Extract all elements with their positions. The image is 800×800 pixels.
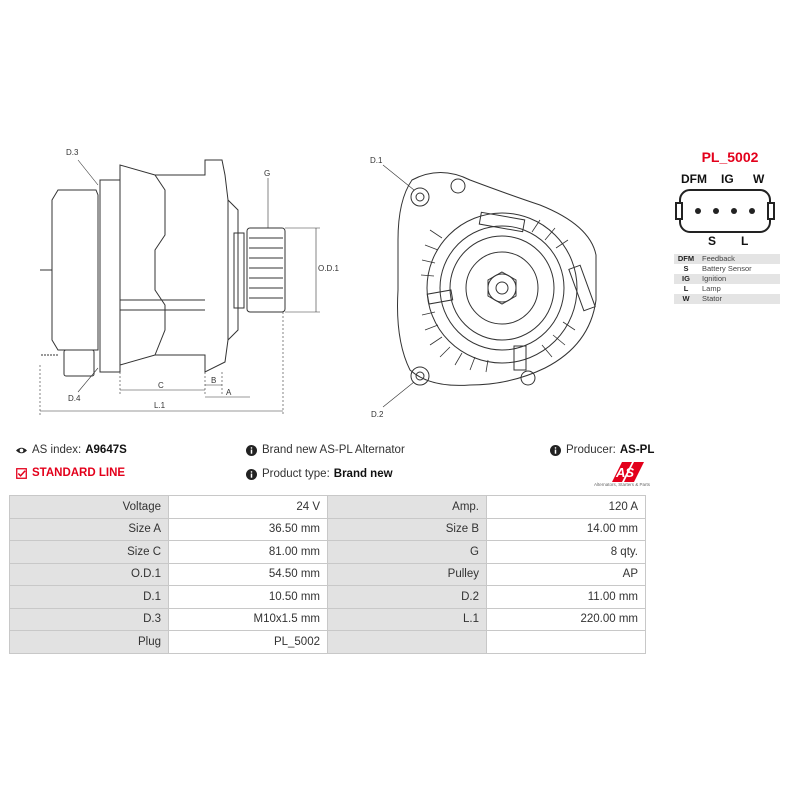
label-g: G <box>264 169 271 178</box>
spec-label: Size B <box>328 518 487 541</box>
pin-label-s: S <box>708 234 717 248</box>
spec-label: D.1 <box>10 586 169 609</box>
legend-code: W <box>682 294 690 303</box>
table-row <box>10 518 646 541</box>
label-d3: D.3 <box>66 148 79 157</box>
legend-code: L <box>683 284 689 293</box>
eye-icon <box>16 445 27 456</box>
label-od1: O.D.1 <box>318 264 339 273</box>
info-icon <box>246 445 257 456</box>
spec-value: 8 qty. <box>487 541 646 564</box>
table-row <box>10 541 646 564</box>
legend-row <box>674 294 780 304</box>
pin-label-ig: IG <box>721 172 734 186</box>
product-type-value: Brand new <box>333 468 393 480</box>
pin-l <box>749 208 755 214</box>
legend-row <box>674 274 780 284</box>
product-type-label: Product type: <box>262 468 330 480</box>
spec-value: PL_5002 <box>169 631 328 654</box>
spec-label: Size C <box>10 541 169 564</box>
spec-label: L.1 <box>328 608 487 631</box>
info-icon <box>246 469 257 480</box>
pin-label-dfm: DFM <box>681 172 707 186</box>
spec-label: O.D.1 <box>10 563 169 586</box>
spec-value: 36.50 mm <box>169 518 328 541</box>
logo-tagline: Alternators, Starters & Parts <box>593 482 650 487</box>
legend-text: Battery Sensor <box>702 264 752 273</box>
legend-code: DFM <box>677 254 695 263</box>
spec-value: AP <box>487 563 646 586</box>
spec-label: Plug <box>10 631 169 654</box>
logo-mark <box>610 462 646 482</box>
standard-line-text: STANDARD LINE <box>32 467 126 479</box>
spec-value: 120 A <box>487 496 646 519</box>
spec-label: D.3 <box>10 608 169 631</box>
plug-title: PL_5002 <box>701 149 759 165</box>
as-index-value: A9647S <box>85 444 127 456</box>
standard-line <box>16 467 125 479</box>
side-view <box>40 160 320 415</box>
spec-label: Pulley <box>328 563 487 586</box>
spec-value: 54.50 mm <box>169 563 328 586</box>
product-type <box>246 467 393 481</box>
legend-code: S <box>683 264 689 273</box>
logo-text: AS <box>616 465 635 480</box>
pin-label-w: W <box>753 172 765 186</box>
info-icon <box>550 445 561 456</box>
plug-connector <box>676 190 774 232</box>
producer <box>550 443 654 457</box>
pin-s <box>713 208 719 214</box>
front-view <box>383 165 596 407</box>
table-row <box>10 586 646 609</box>
spec-value: 81.00 mm <box>169 541 328 564</box>
legend-text: Ignition <box>702 274 727 283</box>
front-view-labels <box>370 156 384 419</box>
spec-value: M10x1.5 mm <box>169 608 328 631</box>
label-b: B <box>211 376 217 385</box>
label-d2: D.2 <box>371 410 384 419</box>
pin-ig <box>731 208 737 214</box>
as-index <box>16 443 127 457</box>
brand-info <box>246 443 405 457</box>
legend-row <box>674 254 780 264</box>
legend-text: Feedback <box>702 254 735 263</box>
label-a: A <box>226 388 232 397</box>
specs-table <box>9 495 646 654</box>
spec-value <box>487 631 646 654</box>
legend-text: Lamp <box>702 284 721 293</box>
label-l1: L.1 <box>154 401 166 410</box>
spec-label: G <box>328 541 487 564</box>
spec-label: Voltage <box>10 496 169 519</box>
label-d4: D.4 <box>68 394 81 403</box>
legend-row <box>674 264 780 274</box>
plug-legend <box>674 254 780 304</box>
legend-text: Stator <box>702 294 723 303</box>
legend-row <box>674 284 780 294</box>
side-view-labels <box>66 148 339 410</box>
table-row <box>10 631 646 654</box>
as-pl-logo <box>586 462 650 490</box>
spec-label: Amp. <box>328 496 487 519</box>
spec-label: Size A <box>10 518 169 541</box>
table-row <box>10 608 646 631</box>
spec-label: D.2 <box>328 586 487 609</box>
table-row <box>10 563 646 586</box>
checkbox-icon <box>16 468 27 479</box>
spec-value: 14.00 mm <box>487 518 646 541</box>
pin-label-l: L <box>741 234 749 248</box>
spec-value: 24 V <box>169 496 328 519</box>
producer-value: AS-PL <box>619 444 655 456</box>
spec-value: 220.00 mm <box>487 608 646 631</box>
spec-label <box>328 631 487 654</box>
pin-dfm <box>695 208 701 214</box>
as-index-label: AS index: <box>32 444 82 456</box>
table-row <box>10 496 646 519</box>
legend-code: IG <box>682 274 690 283</box>
spec-value: 10.50 mm <box>169 586 328 609</box>
brand-text: Brand new AS-PL Alternator <box>262 444 405 456</box>
label-d1: D.1 <box>370 156 383 165</box>
label-c: C <box>158 381 164 390</box>
producer-label: Producer: <box>566 444 616 456</box>
spec-value: 11.00 mm <box>487 586 646 609</box>
